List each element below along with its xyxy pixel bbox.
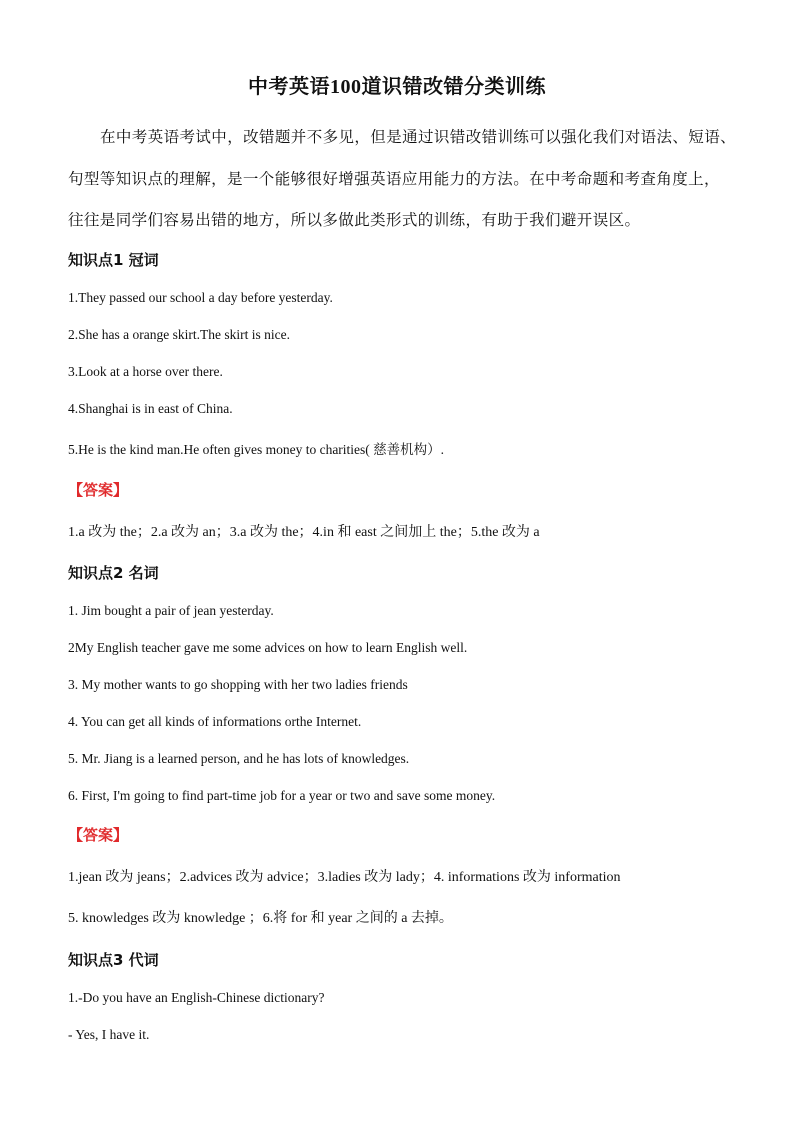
answer-line: 1.jean 改为 jeans；2.advices 改为 advice；3.ladies 改为 lady；4. informations 改为 information xyxy=(68,870,621,885)
exercise-item: 5. Mr. Jiang is a learned person, and he has lots of knowledges. xyxy=(68,751,410,766)
answer-line: 5. knowledges 改为 knowledge ；6.将 for 和 year 之间的 a 去掉。 xyxy=(68,911,453,926)
exercise-item: 4.Shanghai is in east of China. xyxy=(68,401,233,416)
exercise-item: 2My English teacher gave me some advices on how to learn English well. xyxy=(68,640,468,655)
exercise-item: 5.He is the kind man.He often gives money to charities( 慈善机构）. xyxy=(68,442,445,457)
answer-line: 1.a 改为 the；2.a 改为 an；3.a 改为 the；4.in 和 east 之间加上 the；5.the 改为 a xyxy=(68,525,540,540)
section-heading-pronouns: 知识点3 代词 xyxy=(68,951,159,969)
exercise-item: 3.Look at a horse over there. xyxy=(68,364,223,379)
intro-line-1: 在中考英语考试中，改错题并不多见，但是通过识错改错训练可以强化我们对语法、短语、 xyxy=(100,129,737,146)
exercise-item: 1. Jim bought a pair of jean yesterday. xyxy=(68,603,274,618)
exercise-item: 1.-Do you have an English-Chinese dictionary? xyxy=(68,990,325,1005)
exercise-item: 4. You can get all kinds of informations orthe Internet. xyxy=(68,714,362,729)
section-heading-nouns: 知识点2 名词 xyxy=(68,564,159,582)
intro-line-3: 往往是同学们容易出错的地方，所以多做此类形式的训练，有助于我们避开误区。 xyxy=(68,212,641,229)
exercise-item: 2.She has a orange skirt.The skirt is nice. xyxy=(68,327,290,342)
exercise-item: - Yes, I have it. xyxy=(68,1027,150,1042)
document-title: 中考英语100道识错改错分类训练 xyxy=(248,76,546,98)
exercise-item: 6. First, I'm going to find part-time job for a year or two and save some money. xyxy=(68,788,496,803)
intro-line-2: 句型等知识点的理解，是一个能够很好增强英语应用能力的方法。在中考命题和考查角度上， xyxy=(68,171,720,188)
section-heading-articles: 知识点1 冠词 xyxy=(68,251,159,269)
answer-label: 【答案】 xyxy=(68,826,129,844)
exercise-item: 1.They passed our school a day before yesterday. xyxy=(68,290,333,305)
exercise-item: 3. My mother wants to go shopping with her two ladies friends xyxy=(68,677,408,692)
answer-label: 【答案】 xyxy=(68,481,129,499)
